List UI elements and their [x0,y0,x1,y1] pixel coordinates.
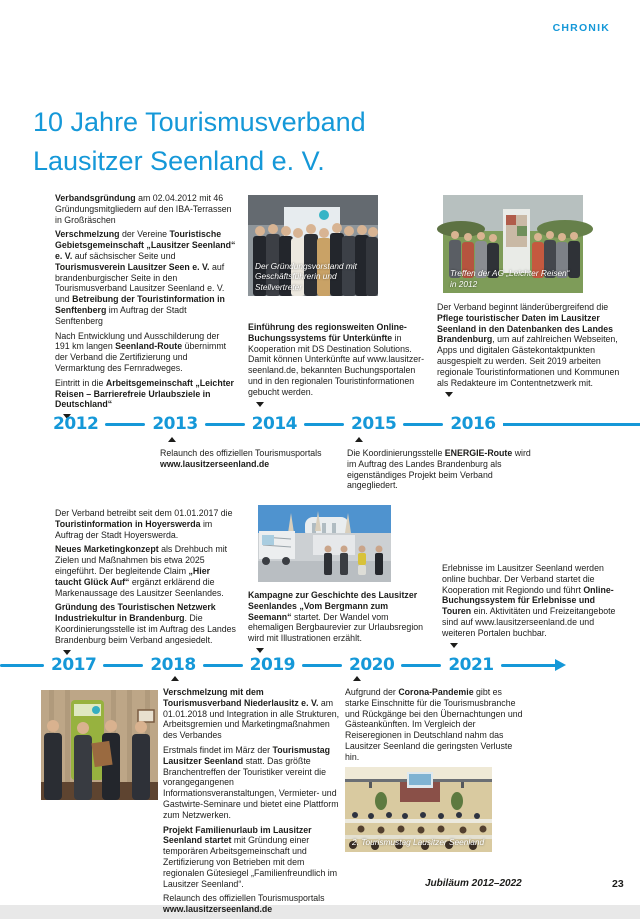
photo-founding-board [248,195,378,296]
photo-merger-niederlausitz [41,690,158,800]
entry-2020 [345,676,526,852]
entry-2016-text: Der Verband beginnt länderübergreifend die Pflege touristischer Daten im Lausitzer Seenland in den Datenbanken des Landes Brandenburg, um auf zahlreichen Webseiten, Apps und digitalen Gästekontaktpunkten ausgespielt zu werden. Seit 2019 arbeiten regionale Touristinformationen und Kommunen als Redakteure im Contentnetzwerk mit. [437,302,620,388]
entry-2017-text: Der Verband betreibt seit dem 01.01.2017 die Touristinformation in Hoyerswerda im Auftrag der Stadt Hoyerswerda. Neues Marketingkonzept als Drehbuch mit Zielen und Maßnahmen bis etwa 2025 eingeführt. Der begleitende Claim „Hier taucht Glück Auf“ ergänzt erklärend die Markenaussage des Lausitzer Seenlandes. Gründung des Touristischen Netzwerk Industriekultur in Brandenburg. Die Koordinierungsstelle ist im Auftrag des Landes Brandenburg beim Verband angesiedelt. [55,508,236,645]
page-title-line1: 10 Jahre Tourismusverband [33,107,366,137]
entry-2021-text: Erlebnisse im Lausitzer Seenland werden online buchbar. Der Verband startet die Kooperation mit Regiondo und führt Online-Buchungssystem für Erlebnisse und Touren ein. Aktivitäten und Freizeitangebote sind auf www.lausitzerseenland.de und weiteren Portalen buchbar. [442,563,616,638]
down-marker-icon [445,392,453,397]
photo-tourismustag [345,767,492,852]
entry-2012 [55,193,236,419]
entry-2017 [55,508,236,655]
timeline-segment [203,664,243,667]
footer-edition: Jubiläum 2012–2022 [425,878,522,889]
entry-2016 [437,195,623,397]
photo-caption-founding-board: Der Gründungsvorstand mit Geschäftsführerin und Stellvertreter [255,261,357,292]
timeline-year-2016: 2016 [450,414,496,434]
timeline-segment [205,423,245,426]
down-marker-icon [450,643,458,648]
up-marker-icon [168,437,176,442]
section-label: CHRONIK [552,22,610,34]
timeline-arrow-icon [555,659,566,671]
timeline-2012-2016 [53,412,640,436]
entry-2021 [442,563,623,648]
entry-2018 [163,676,341,919]
timeline-year-2012: 2012 [53,414,99,434]
timeline-year-2019: 2019 [249,655,295,675]
annotation-2013-text: Relaunch des offiziellen Tourismusportals www.lausitzerseenland.de [160,448,322,469]
timeline-segment [501,664,557,667]
annotation-2013 [160,437,342,474]
timeline-2017-2021 [0,653,556,677]
entry-2014 [248,195,430,407]
page-title-line2: Lausitzer Seenland e. V. [33,146,325,176]
up-marker-icon [353,676,361,681]
timeline-segment [103,664,143,667]
photo-caption-ag-leichter-reisen: Treffen der AG „Leichter Reisen“ in 2012 [450,268,570,289]
entry-2018-text: Verschmelzung mit dem Tourismusverband Niederlausitz e. V. am 01.01.2018 und Integration in alle Strukturen, Arbeitsgremien und Marketingmaßnahmen des Verbandes Erstmals findet im März der Tourismustag Lausitzer Seenland statt. Das größte Branchentreffen der Touristiker vereint die vorangegangenen Informationsveranstaltungen, Vermieter- und Gastwirte-Seminare und bietet eine Plattform zum Netzwerken. Projekt Familienurlaub im Lausitzer Seenland startet mit Gründung einer temporären Arbeitsgemeinschaft und Zertifizierung von Betrieben mit dem regionalen Gütesiegel „Familienfreundlich im Lausitzer Seenland“. Relaunch des offiziellen Tourismusportals www.lausitzerseenland.de [163,687,340,915]
timeline-year-2015: 2015 [350,414,397,434]
photo-kampagne-image [258,505,391,582]
entry-2019 [248,505,430,653]
timeline-year-2017: 2017 [51,655,97,675]
entry-2019-text: Kampagne zur Geschichte des Lausitzer Seenlandes „Vom Bergmann zum Seemann“ startet. Der Wandel vom ehemaligen Bergbaurevier zur Urlaubsregion wird mit Illustrationen erzählt. [248,590,424,644]
timeline-segment [105,423,145,426]
annotation-2015-text: Die Koordinierungsstelle ENERGIE-Route wird im Auftrag des Landes Brandenburg als eigenständiges Projekt beim Verband angegliedert. [347,448,531,491]
timeline-year-2018: 2018 [150,655,196,675]
timeline-segment [401,664,441,667]
annotation-2015 [347,437,539,495]
photo-kampagne-bergmann-seemann [258,505,391,582]
entry-2012-text: Verbandsgründung am 02.04.2012 mit 46 Gründungsmitgliedern auf den IBA-Terrassen in Großräschen Verschmelzung der Vereine Touristische Gebietsgemeinschaft „Lausitzer Seenland“ e. V. auf sächsischer Seite und Tourismusverein Lausitzer Seen e. V. auf brandenburgischer Seite in den Tourismusverband Lausitzer Seenland e. V. und Betreibung der Touristinformation in Senftenberg im Auftrag der Stadt Senftenberg Nach Entwicklung und Ausschilderung der 191 km langen Seenland-Route übernimmt der Verband die Zertifizierung und Vermarktung des Fernradweges. Eintritt in die Arbeitsgemeinschaft „Leichter Reisen – Barrierefreie Urlaubsziele in Deutschland“ [55,193,236,410]
timeline-segment [403,423,443,426]
timeline-year-2021: 2021 [448,655,494,675]
photo-ag-leichter-reisen [443,195,583,293]
timeline-segment [0,664,44,667]
down-marker-icon [256,402,264,407]
entry-2020-text: Aufgrund der Corona-Pandemie gibt es starke Einschnitte für die Tourismusbranche und Rückgänge bei den Übernachtungen und Gästeankünften. Im Vergleich der Reiseregionen in Deutschland nahm das Lausitzer Seenland die geringsten Verluste hin. [345,687,523,762]
photo-caption-tourismustag: 2. Tourismustag Lausitzer Seenland [352,837,485,848]
timeline-segment [503,423,640,426]
timeline-year-2013: 2013 [152,414,198,434]
timeline-year-2014: 2014 [251,414,297,434]
timeline-year-2020: 2020 [348,655,395,675]
photo-merger-image [41,690,158,800]
page-title [33,103,366,181]
timeline-segment [302,664,342,667]
entry-2014-text: Einführung des regionsweiten Online-Buchungssystems für Unterkünfte in Kooperation mit DS Destination Solutions. Damit können Unterkünfte auf www.lausitzerseenland.de, bekannten Buchungsportalen und in den regionalen Touristinformationen gebucht werden. [248,322,425,397]
up-marker-icon [355,437,363,442]
timeline-segment [304,423,344,426]
up-marker-icon [171,676,179,681]
footer-page-number: 23 [612,878,624,890]
